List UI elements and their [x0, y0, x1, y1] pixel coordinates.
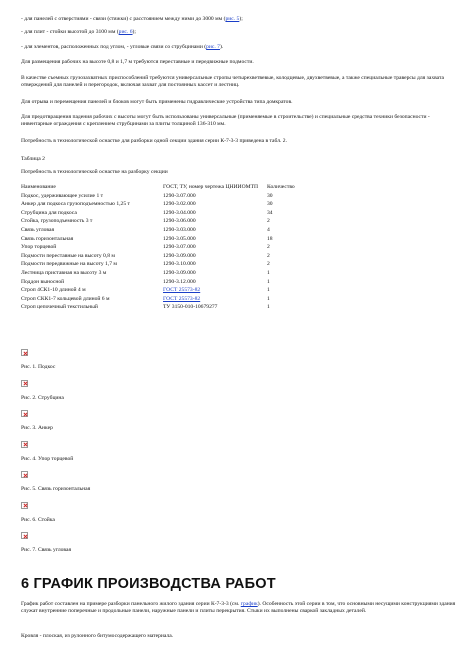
cell-quantity: 1 — [267, 295, 270, 302]
intro-line-1: - для панелей с отверстиями - связи (стяжки) с расстоянием между ними до 3000 мм (рис. 5); — [21, 16, 243, 22]
cell-quantity: 4 — [267, 226, 270, 233]
table-row — [21, 286, 339, 295]
cell-item-name: Струбцина для подкоса — [21, 209, 77, 216]
cell-item-name: Строп СКК1-7 кольцевой длиной 6 м — [21, 295, 110, 302]
cell-document: 1290-3.06.000 — [163, 218, 196, 225]
figure-caption: Рис. 6. Стойка — [21, 516, 55, 523]
broken-image-icon — [21, 380, 28, 387]
cell-document: 1290-3.09.000 — [163, 269, 196, 276]
cell-item-name: Упор торцевой — [21, 244, 57, 251]
figure-caption: Рис. 4. Упор торцевой — [21, 455, 74, 462]
figure-caption: Рис. 2. Струбцина — [21, 394, 64, 401]
paragraph-scaffolds: Для размещения рабочих на высоте 0,8 и 1,7 м требуются переставные и передвижные подмости. — [21, 59, 254, 65]
header-quantity: Количество — [267, 184, 295, 190]
cell-item-name: Строп 4СК1-10 длиной 4 м — [21, 287, 86, 294]
cell-item-name: Связь угловая — [21, 226, 55, 233]
cell-item-name: Подкос, удерживающее усилие 1 т — [21, 192, 104, 199]
cell-item-name: Подмости переставные на высоту 0,8 м — [21, 252, 115, 259]
table-row — [21, 269, 339, 278]
table-row — [21, 235, 339, 244]
cell-quantity: 34 — [267, 209, 273, 216]
broken-image-icon — [21, 410, 28, 417]
cell-item-name: Связь горизонтальная — [21, 235, 74, 242]
fig6-link[interactable]: рис. 6 — [118, 29, 133, 35]
cell-quantity: 18 — [267, 235, 273, 242]
cell-quantity: 1 — [267, 304, 270, 311]
schedule-paragraph: График работ составлен на примере разборки панельного жилого здания серии К-7-3-3 (см. график). Особенность этой серии в том, что основными несущими конструкциями здания служат внутренние поперечные и продольные панели, наружные панели и плиты перекрытия. Стыки их выполнены сваркой закладных деталей. — [21, 601, 456, 614]
cell-document: 1290-3.03.000 — [163, 226, 196, 233]
cell-quantity: 2 — [267, 261, 270, 268]
broken-image-icon — [21, 502, 28, 509]
table-row — [21, 278, 339, 287]
cell-quantity: 30 — [267, 192, 273, 199]
table-row — [21, 295, 339, 304]
table-caption: Таблица 2 — [21, 156, 45, 162]
figure-caption: Рис. 7. Связь угловая — [21, 547, 72, 553]
cell-document: 1290-3.07.000 — [163, 192, 196, 199]
equipment-table — [21, 183, 339, 312]
cell-document: 1290-3.05.000 — [163, 235, 196, 242]
cell-quantity: 1 — [267, 278, 270, 285]
cell-document: 1290-3.12.000 — [163, 278, 196, 285]
table-row — [21, 226, 339, 235]
table-row — [21, 252, 339, 261]
intro-line-2: - для плит - стойки высотой до 3100 мм (рис. 6); — [21, 29, 136, 35]
cell-quantity: 1 — [267, 269, 270, 276]
cell-document: ТУ 3150-010-10679277 — [163, 304, 218, 311]
cell-document: 1290-3.04.000 — [163, 209, 196, 216]
table-row — [21, 200, 339, 209]
fig5-link[interactable]: рис. 5 — [225, 16, 240, 22]
table-row — [21, 192, 339, 201]
cell-document — [163, 286, 267, 295]
header-name: Наименование — [21, 184, 56, 190]
fig7-link[interactable]: рис. 7 — [206, 44, 220, 50]
gost-link[interactable]: ГОСТ 25573-82 — [163, 287, 201, 294]
table-body — [21, 192, 339, 312]
cell-item-name: Строп цепочечный текстильный — [21, 304, 98, 311]
cell-item-name: Анкер для подкоса грузоподъемностью 1,25 т — [21, 201, 130, 208]
cell-document: 1290-3.09.000 — [163, 252, 196, 259]
schedule-link[interactable]: график — [240, 601, 258, 607]
broken-image-icon — [21, 441, 28, 448]
paragraph-safety: Для предотвращения падения рабочих с высоты могут быть использованы универсальные (применяемые в строительстве) и специальные средства техники безопасности - инвентарные ограждения с креплением струбцинами за плиты толщиной 136-310 мм. — [21, 114, 430, 127]
cell-quantity: 30 — [267, 201, 273, 208]
cell-document — [163, 295, 267, 304]
intro-line-3: - для элементов, расположенных под углом, - угловые связи со струбцинами (рис. 7). — [21, 44, 224, 50]
cell-quantity: 1 — [267, 287, 270, 294]
broken-image-icon — [21, 349, 28, 356]
paragraph-jacks: Для отрыва и перемещения панелей и блоков могут быть применены гидравлические устройства типа домкратов. — [21, 99, 293, 105]
cell-document: 1290-3.07.000 — [163, 244, 196, 251]
broken-image-icon — [21, 471, 28, 478]
section-heading: 6 ГРАФИК ПРОИЗВОДСТВА РАБОТ — [21, 576, 276, 592]
figure-caption: Рис. 1. Подкос — [21, 364, 56, 370]
cell-item-name: Поддон выносной — [21, 278, 65, 285]
broken-image-icon — [21, 532, 28, 539]
table-row — [21, 260, 339, 269]
cell-quantity: 2 — [267, 252, 270, 259]
figure-caption: Рис. 3. Анкер — [21, 425, 53, 431]
cell-item-name: Лестница приставная на высоту 3 м — [21, 269, 107, 276]
gost-link[interactable]: ГОСТ 25573-82 — [163, 295, 201, 302]
table-row — [21, 209, 339, 218]
table-row — [21, 217, 339, 226]
cell-document: 1290-3.10.000 — [163, 261, 196, 268]
table-row — [21, 303, 339, 312]
cell-item-name: Подмости передвижные на высоту 1,7 м — [21, 261, 117, 268]
cell-document: 1290-3.02.000 — [163, 201, 196, 208]
table-row — [21, 243, 339, 252]
paragraph-slings: В качестве съемных грузозахватных приспособлений требуются универсальные стропы четырехветвевые, колодцевые, двухветвевые, а также специальные траверсы для захвата отверждений для панелей и перегородок, включая захват для постоянных кассет и лестниц. — [21, 75, 445, 88]
cell-item-name: Стойка, грузоподъемность 3 т — [21, 218, 93, 225]
header-document: ГОСТ, ТУ, номер чертежа ЦНИИОМТП — [163, 184, 259, 190]
table-header-row — [21, 183, 339, 192]
roof-paragraph: Кровля - плоская, из рулонного битумосодержащего материала. — [21, 633, 174, 639]
table-title: Потребность в технологической оснастке на разборку секции — [21, 169, 168, 175]
cell-quantity: 2 — [267, 218, 270, 225]
figure-caption: Рис. 5. Связь горизонтальная — [21, 486, 91, 492]
paragraph-table-ref: Потребность в технологической оснастке для разборки одной секции здания серии К-7-3-3 приведена в табл. 2. — [21, 138, 288, 144]
cell-quantity: 2 — [267, 244, 270, 251]
